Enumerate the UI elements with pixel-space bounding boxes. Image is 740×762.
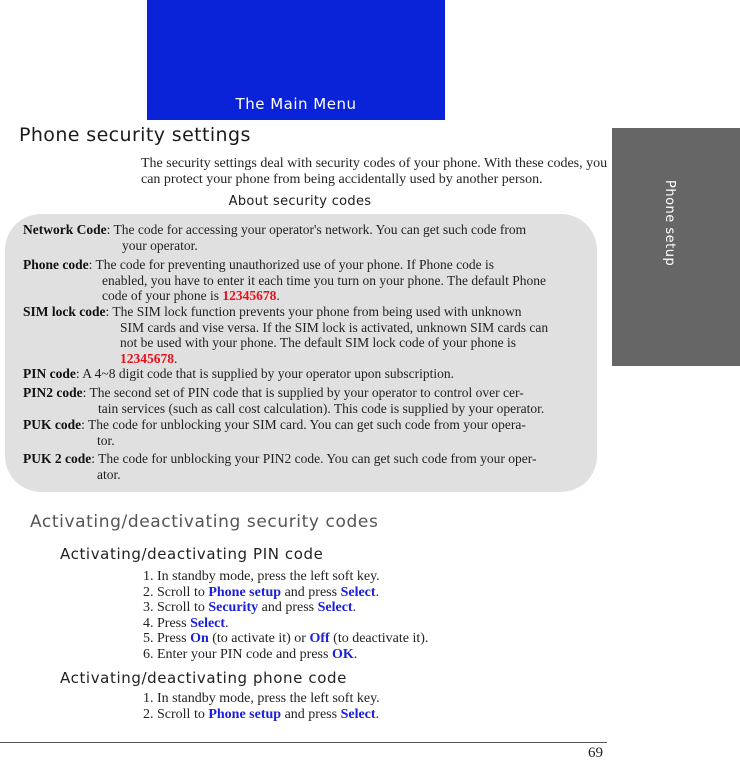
key-select: Select — [317, 600, 353, 615]
side-tab-label: Phone setup — [662, 180, 677, 267]
page-number: 69 — [588, 745, 603, 761]
code-entry-puk: PUK code: The code for unblocking your SIM card. You can get such code from your opera- tor. — [23, 417, 526, 448]
option-on: On — [190, 631, 209, 646]
code-entry-sim-lock: SIM lock code: The SIM lock function prevents your phone from being used with unknown SIM cards and vise versa. If the SIM lock is activated, unknown SIM cards can not be used with your phone. The default SIM lock code of your phone is 12345678. — [23, 304, 549, 366]
list-item: 4. Press Select. — [143, 615, 229, 631]
banner-title: The Main Menu — [235, 95, 357, 113]
list-item: 5. Press On (to activate it) or Off (to deactivate it). — [143, 631, 429, 646]
list-item: 6. Enter your PIN code and press OK. — [143, 646, 358, 662]
code-entry-network: Network Code: The code for accessing your operator's network. You can get such code from your operator. — [23, 222, 527, 253]
default-phone-code: 12345678 — [222, 288, 277, 303]
about-codes-heading: About security codes — [228, 194, 372, 209]
code-term: Network Code — [23, 222, 107, 237]
key-select: Select — [340, 584, 376, 600]
key-ok: OK — [331, 646, 354, 662]
menu-item-security: Security — [208, 600, 259, 615]
main-menu-banner — [147, 0, 445, 120]
code-term: Phone code — [23, 257, 89, 272]
key-select: Select — [340, 706, 376, 722]
activating-codes-heading: Activating/deactivating security codes — [30, 512, 379, 532]
code-entry-puk2: PUK 2 code: The code for unblocking your PIN2 code. You can get such code from your oper- ator. — [23, 451, 537, 482]
code-term: PIN code — [23, 366, 76, 381]
list-item: 3. Scroll to Security and press Select. — [143, 600, 357, 615]
code-entry-pin2: PIN2 code: The second set of PIN code that is supplied by your operator to control over cer- tain services (such as call cost calculation). This code is supplied by your operator. — [23, 385, 545, 416]
code-term: PUK code — [23, 417, 82, 432]
default-sim-lock-code: 12345678 — [120, 350, 174, 366]
code-term: SIM lock code — [23, 304, 106, 319]
list-item: 2. Scroll to Phone setup and press Select. — [143, 706, 380, 722]
list-item: 1. In standby mode, press the left soft key. — [143, 569, 380, 584]
pin-code-subheading: Activating/deactivating PIN code — [60, 545, 324, 563]
page-title: Phone security settings — [19, 124, 251, 146]
intro-paragraph: The security settings deal with security codes of your phone. With these codes, you can protect your phone from being accidentally used by another person. — [141, 156, 608, 187]
list-item: 1. In standby mode, press the left soft key. — [143, 691, 380, 706]
list-item: 2. Scroll to Phone setup and press Select. — [143, 584, 380, 600]
phone-code-subheading: Activating/deactivating phone code — [60, 669, 347, 687]
code-entry-pin: PIN code: A 4~8 digit code that is supplied by your operator upon subscription. — [23, 366, 455, 381]
option-off: Off — [309, 631, 330, 646]
menu-item-phone-setup: Phone setup — [208, 706, 282, 722]
key-select: Select — [190, 615, 226, 631]
side-section-tab — [612, 128, 740, 366]
code-term: PIN2 code — [23, 385, 83, 400]
menu-item-phone-setup: Phone setup — [208, 584, 282, 600]
pin-code-steps — [143, 569, 428, 662]
code-term: PUK 2 code — [23, 451, 92, 466]
phone-code-steps — [143, 691, 380, 722]
code-entry-phone: Phone code: The code for preventing unauthorized use of your phone. If Phone code is enabled, you have to enter it each time you turn on your phone. The default Phone code of your phone is 12345678. — [23, 257, 546, 303]
footer-rule — [0, 742, 607, 743]
